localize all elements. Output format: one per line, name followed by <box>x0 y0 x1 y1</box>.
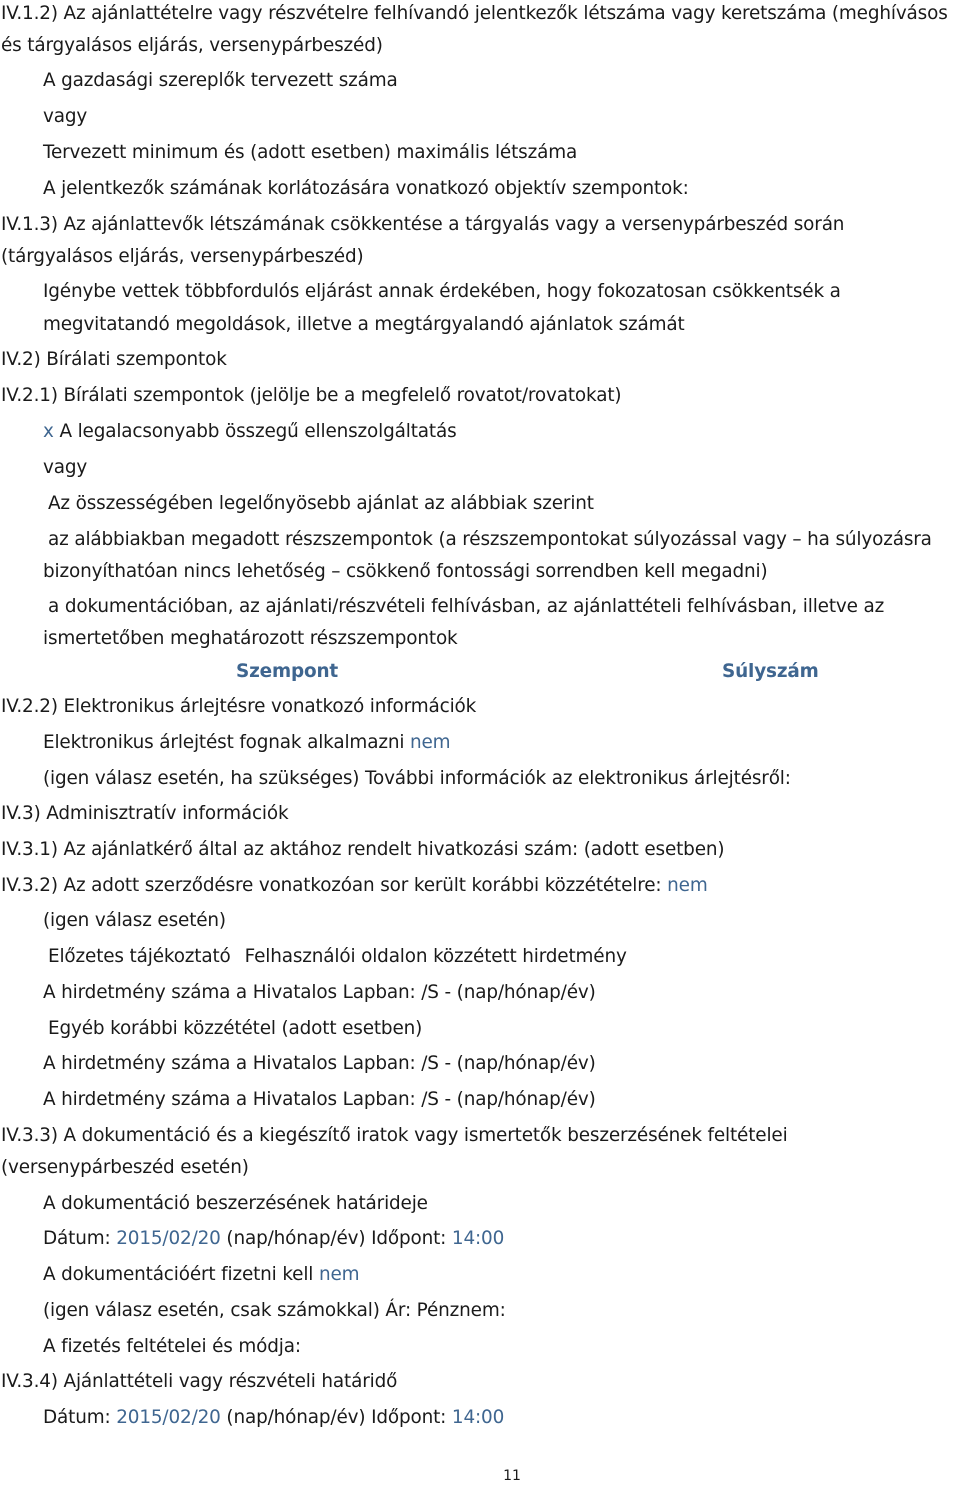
section-iv-1-2-heading: IV.1.2) Az ajánlattételre vagy részvételre felhívandó jelentkezők létszáma vagy keretszáma (meghívásos <box>1 3 948 24</box>
or-text-2: vagy <box>43 457 88 478</box>
prior-publication-label: IV.3.2) Az adott szerződésre vonatkozóan sor került korábbi közzétételre: <box>1 875 662 896</box>
prior-notice-options <box>48 943 960 971</box>
lowest-price-label: A legalacsonyabb összegű ellenszolgáltatás <box>59 421 457 442</box>
criteria-table-header <box>0 658 960 686</box>
page-number: 11 <box>503 1468 521 1484</box>
objective-criteria: A jelentkezők számának korlátozására vonatkozó objektív szempontok: <box>43 178 689 199</box>
e-auction-line <box>43 729 960 757</box>
section-iv-2-heading: IV.2) Bírálati szempontok <box>1 349 227 370</box>
documentation-criteria-option-cont: ismertetőben meghatározott részszempontok <box>43 628 458 649</box>
section-iv-3-3-heading-cont: (versenypárbeszéd esetén) <box>1 1157 249 1178</box>
time-label-2: (nap/hónap/év) Időpont: <box>226 1407 447 1428</box>
doc-deadline-date: 2015/02/20 <box>116 1228 221 1249</box>
other-prior-publication: Egyéb korábbi közzététel (adott esetben) <box>48 1018 423 1039</box>
weight-column-header: Súlyszám <box>722 661 819 682</box>
e-auction-value: nem <box>410 732 451 753</box>
buyer-profile-option: Felhasználói oldalon közzétett hirdetmény <box>244 946 627 967</box>
section-iv-3-1-heading: IV.3.1) Az ajánlatkérő által az aktához rendelt hivatkozási szám: (adott esetben) <box>1 839 725 860</box>
e-auction-label: Elektronikus árlejtést fognak alkalmazni <box>43 732 405 753</box>
oj-notice-number-3: A hirdetmény száma a Hivatalos Lapban: /S - (nap/hónap/év) <box>43 1089 596 1110</box>
sub-criteria-option-cont: bizonyíthatóan nincs lehetőség – csökkenő fontossági sorrendben kell megadni) <box>43 561 768 582</box>
payment-terms: A fizetés feltételei és módja: <box>43 1336 301 1357</box>
prior-publication-value: nem <box>667 875 708 896</box>
section-iv-2-1-heading: IV.2.1) Bírálati szempontok (jelölje be a megfelelő rovatot/rovatokat) <box>1 385 622 406</box>
time-label: (nap/hónap/év) Időpont: <box>226 1228 447 1249</box>
planned-min-max: Tervezett minimum és (adott esetben) maximális létszáma <box>43 142 578 163</box>
oj-notice-number-2: A hirdetmény száma a Hivatalos Lapban: /S - (nap/hónap/év) <box>43 1053 596 1074</box>
multi-stage-procedure: Igénybe vettek többfordulós eljárást annak érdekében, hogy fokozatosan csökkentsék a <box>43 281 841 302</box>
e-auction-info: (igen válasz esetén, ha szükséges) További információk az elektronikus árlejtésről: <box>43 768 791 789</box>
doc-deadline-line <box>43 1225 960 1253</box>
section-iv-1-3-heading-cont: (tárgyalásos eljárás, versenypárbeszéd) <box>1 246 364 267</box>
multi-stage-procedure-cont: megvitatandó megoldások, illetve a megtárgyalandó ajánlatok számát <box>43 314 685 335</box>
tender-deadline-date: 2015/02/20 <box>116 1407 221 1428</box>
date-label-2: Dátum: <box>43 1407 111 1428</box>
doc-payment-value: nem <box>318 1264 360 1285</box>
sub-criteria-option: az alábbiakban megadott részszempontok (a részszempontokat súlyozással vagy – ha súlyozásra <box>48 529 932 550</box>
doc-payment-label: A dokumentációért fizetni kell <box>43 1264 314 1285</box>
section-iv-3-4-heading: IV.3.4) Ajánlattételi vagy részvételi határidő <box>1 1371 398 1392</box>
doc-payment-line <box>43 1261 960 1289</box>
checked-mark: x <box>43 421 54 442</box>
tender-deadline-time: 14:00 <box>451 1407 505 1428</box>
section-iv-1-3-heading: IV.1.3) Az ajánlattevők létszámának csökkentése a tárgyalás vagy a versenypárbeszéd során <box>1 214 845 235</box>
planned-operator-count: A gazdasági szereplők tervezett száma <box>43 70 398 91</box>
most-advantageous-option: Az összességében legelőnyösebb ajánlat az alábbiak szerint <box>48 493 594 514</box>
date-label: Dátum: <box>43 1228 111 1249</box>
or-text: vagy <box>43 106 88 127</box>
section-iv-3-heading: IV.3) Adminisztratív információk <box>1 803 289 824</box>
section-iv-2-2-heading: IV.2.2) Elektronikus árlejtésre vonatkozó információk <box>1 696 477 717</box>
if-yes-text: (igen válasz esetén) <box>43 910 226 931</box>
section-iv-1-2-heading-cont: és tárgyalásos eljárás, versenypárbeszéd) <box>1 35 383 56</box>
section-iv-3-2-heading <box>1 872 960 900</box>
section-iv-3-3-heading: IV.3.3) A dokumentáció és a kiegészítő iratok vagy ismertetők beszerzésének feltételei <box>1 1125 788 1146</box>
criteria-column-header: Szempont <box>236 661 339 682</box>
price-currency: (igen válasz esetén, csak számokkal) Ár: Pénznem: <box>43 1300 506 1321</box>
tender-deadline-line <box>43 1404 960 1432</box>
doc-deadline-time: 14:00 <box>451 1228 505 1249</box>
oj-notice-number-1: A hirdetmény száma a Hivatalos Lapban: /S - (nap/hónap/év) <box>43 982 596 1003</box>
lowest-price-option <box>43 418 960 446</box>
documentation-criteria-option: a dokumentációban, az ajánlati/részvételi felhívásban, az ajánlattételi felhívásban, illetve az <box>48 596 885 617</box>
doc-deadline-label: A dokumentáció beszerzésének határideje <box>43 1193 428 1214</box>
prior-information-option: Előzetes tájékoztató <box>48 946 231 967</box>
